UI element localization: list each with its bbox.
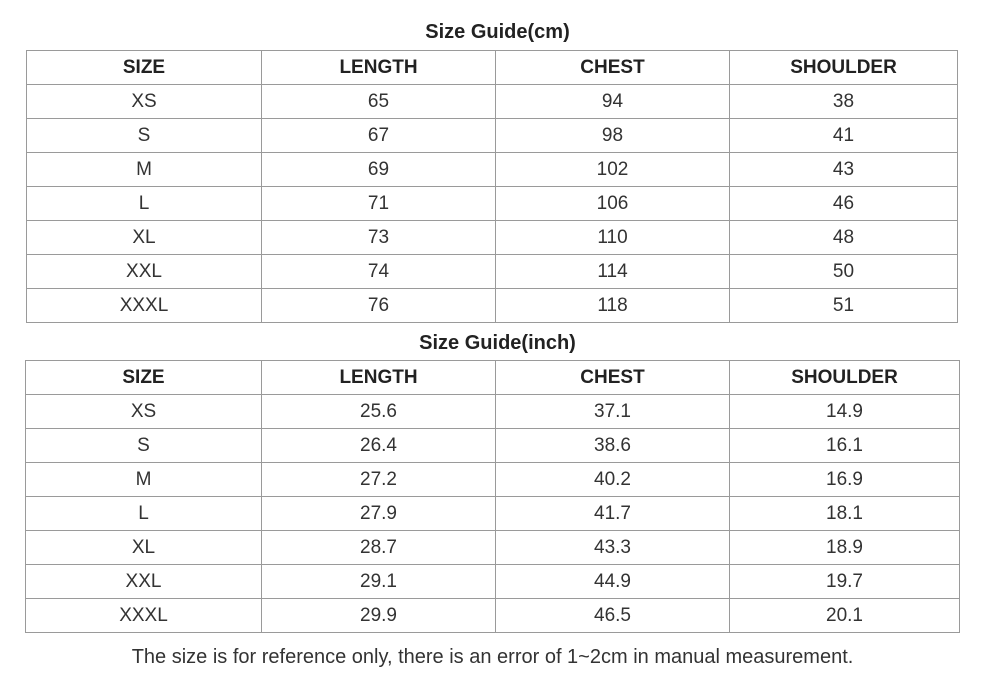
chest-cell: 110: [496, 221, 730, 255]
shoulder-cell: 46: [730, 187, 958, 221]
table-row: [27, 153, 958, 187]
chest-cell: 102: [496, 153, 730, 187]
table-row: [27, 289, 958, 323]
column-header-shoulder: SHOULDER: [730, 361, 960, 395]
length-cell: 71: [262, 187, 496, 221]
length-cell: 26.4: [262, 429, 496, 463]
size-cell: XXL: [27, 255, 262, 289]
shoulder-cell: 16.1: [730, 429, 960, 463]
shoulder-cell: 48: [730, 221, 958, 255]
chest-cell: 41.7: [496, 497, 730, 531]
size-cell: XL: [27, 221, 262, 255]
size-cell: M: [27, 153, 262, 187]
size-cell: S: [26, 429, 262, 463]
length-cell: 67: [262, 119, 496, 153]
column-header-shoulder: SHOULDER: [730, 51, 958, 85]
length-cell: 73: [262, 221, 496, 255]
table-row: [26, 395, 960, 429]
chest-cell: 44.9: [496, 565, 730, 599]
length-cell: 28.7: [262, 531, 496, 565]
shoulder-cell: 18.1: [730, 497, 960, 531]
column-header-size: SIZE: [26, 361, 262, 395]
size-cell: XXXL: [27, 289, 262, 323]
table-row: [26, 599, 960, 633]
table-row: [26, 463, 960, 497]
column-header-chest: CHEST: [496, 51, 730, 85]
column-header-length: LENGTH: [262, 361, 496, 395]
shoulder-cell: 51: [730, 289, 958, 323]
chest-cell: 37.1: [496, 395, 730, 429]
chest-cell: 118: [496, 289, 730, 323]
shoulder-cell: 50: [730, 255, 958, 289]
size-cell: XS: [27, 85, 262, 119]
size-cell: XL: [26, 531, 262, 565]
length-cell: 29.9: [262, 599, 496, 633]
chest-cell: 43.3: [496, 531, 730, 565]
size-guide-cm-title: Size Guide(cm): [425, 21, 570, 43]
length-cell: 65: [262, 85, 496, 119]
table-row: [26, 429, 960, 463]
table-header-row: [26, 361, 960, 395]
shoulder-cell: 14.9: [730, 395, 960, 429]
length-cell: 27.9: [262, 497, 496, 531]
shoulder-cell: 38: [730, 85, 958, 119]
size-guide-inch-table: [25, 360, 960, 633]
table-header-row: [27, 51, 958, 85]
length-cell: 27.2: [262, 463, 496, 497]
size-cell: XXL: [26, 565, 262, 599]
shoulder-cell: 41: [730, 119, 958, 153]
size-cell: M: [26, 463, 262, 497]
chest-cell: 114: [496, 255, 730, 289]
size-cell: XS: [26, 395, 262, 429]
table-row: [26, 565, 960, 599]
chest-cell: 106: [496, 187, 730, 221]
size-cell: L: [26, 497, 262, 531]
size-cell: XXXL: [26, 599, 262, 633]
table-row: [27, 119, 958, 153]
table-row: [26, 531, 960, 565]
shoulder-cell: 19.7: [730, 565, 960, 599]
measurement-disclaimer: The size is for reference only, there is an error of 1~2cm in manual measurement.: [131, 646, 854, 668]
length-cell: 29.1: [262, 565, 496, 599]
column-header-size: SIZE: [27, 51, 262, 85]
column-header-length: LENGTH: [262, 51, 496, 85]
chest-cell: 94: [496, 85, 730, 119]
shoulder-cell: 43: [730, 153, 958, 187]
size-cell: L: [27, 187, 262, 221]
chest-cell: 38.6: [496, 429, 730, 463]
length-cell: 74: [262, 255, 496, 289]
size-guide-inch-title: Size Guide(inch): [419, 332, 576, 354]
table-row: [26, 497, 960, 531]
table-row: [27, 85, 958, 119]
length-cell: 69: [262, 153, 496, 187]
size-guide-cm-table: [26, 50, 958, 323]
table-row: [27, 187, 958, 221]
length-cell: 25.6: [262, 395, 496, 429]
chest-cell: 40.2: [496, 463, 730, 497]
shoulder-cell: 16.9: [730, 463, 960, 497]
chest-cell: 46.5: [496, 599, 730, 633]
size-cell: S: [27, 119, 262, 153]
shoulder-cell: 18.9: [730, 531, 960, 565]
column-header-chest: CHEST: [496, 361, 730, 395]
table-row: [27, 221, 958, 255]
length-cell: 76: [262, 289, 496, 323]
shoulder-cell: 20.1: [730, 599, 960, 633]
chest-cell: 98: [496, 119, 730, 153]
table-row: [27, 255, 958, 289]
